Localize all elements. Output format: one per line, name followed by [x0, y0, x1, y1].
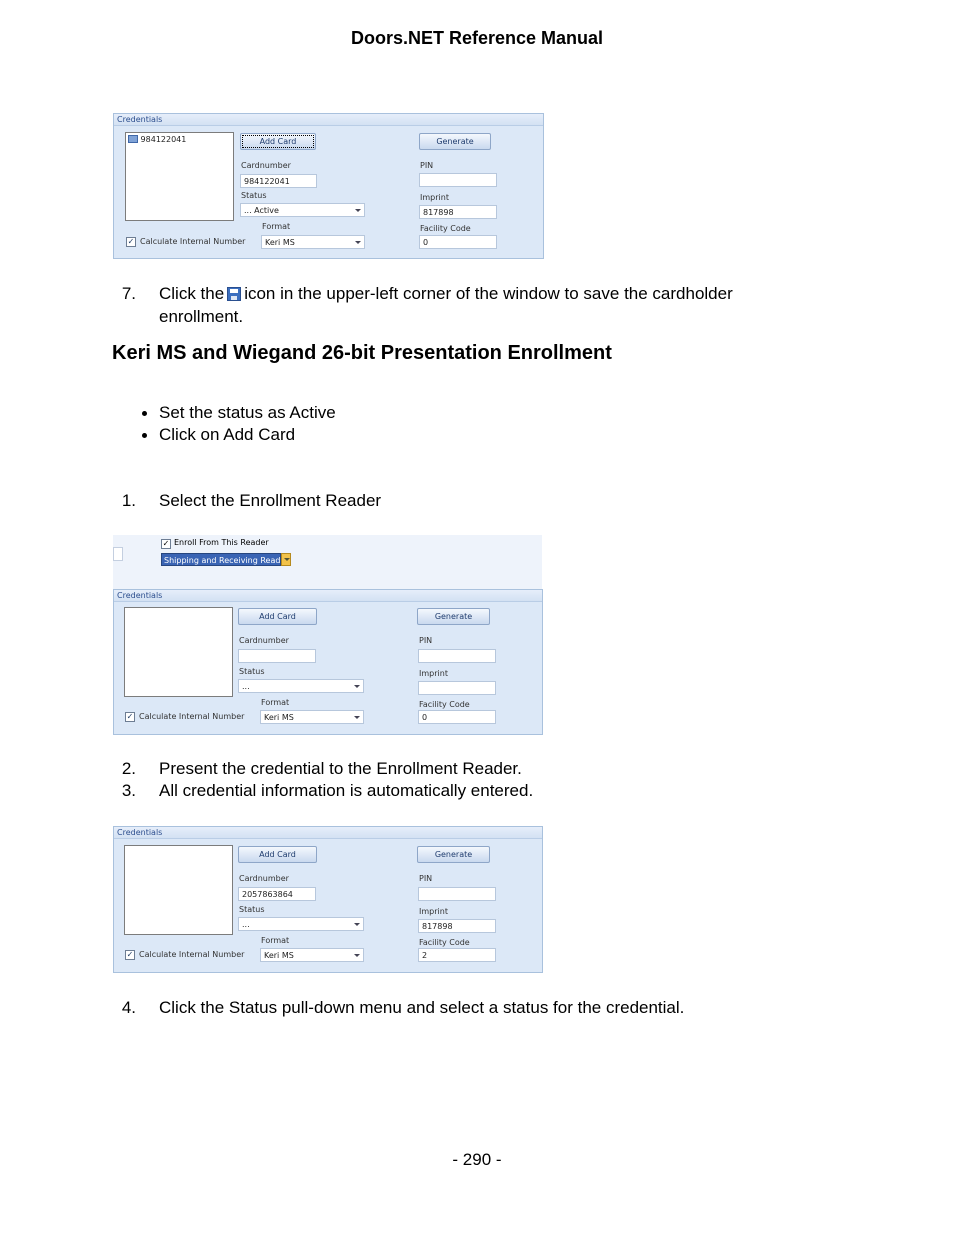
- status-dropdown[interactable]: [238, 917, 364, 931]
- credentials-panel-1: [113, 113, 544, 259]
- step-text: Select the Enrollment Reader: [159, 491, 382, 510]
- imprint-input[interactable]: [418, 681, 496, 695]
- calc-internal-checkbox[interactable]: ✓: [126, 712, 134, 721]
- chevron-down-icon: [354, 716, 360, 719]
- card-icon: [128, 135, 138, 143]
- format-label: Format: [262, 222, 291, 231]
- imprint-label: Imprint: [420, 193, 449, 202]
- step-number: 1.: [121, 491, 136, 510]
- side-checkbox[interactable]: [113, 547, 123, 561]
- facility-code-input[interactable]: 2: [418, 948, 496, 962]
- chevron-down-icon: [355, 241, 361, 244]
- manual-header-title: Doors.NET Reference Manual: [350, 28, 604, 48]
- bullet-item: [142, 425, 542, 447]
- cardnumber-input[interactable]: [238, 649, 316, 663]
- step-3: [112, 779, 912, 802]
- imprint-input[interactable]: 817898: [419, 205, 497, 219]
- pin-label: PIN: [419, 636, 433, 645]
- chevron-down-icon: [354, 685, 360, 688]
- generate-button[interactable]: Generate: [419, 133, 491, 150]
- calc-internal-label: Calculate Internal Number: [139, 712, 245, 721]
- step-text-part: icon in the upper-left corner of the window to save the cardholder: [244, 284, 733, 303]
- enrollment-reader-strip: [113, 535, 542, 589]
- step-7: [112, 282, 912, 330]
- step-number: 4.: [121, 998, 136, 1017]
- step-text: [159, 282, 733, 305]
- cardnumber-label: Cardnumber: [239, 874, 289, 883]
- facility-code-label: Facility Code: [419, 700, 470, 709]
- list-item[interactable]: [128, 135, 186, 144]
- status-value: ...: [242, 920, 250, 929]
- panel-title: Credentials: [117, 591, 163, 600]
- cardnumber-input[interactable]: 984122041: [240, 174, 317, 188]
- cardnumber-input[interactable]: 2057863864: [238, 887, 316, 901]
- chevron-down-icon: [284, 558, 290, 561]
- format-label: Format: [261, 698, 290, 707]
- bullet-text: Click on Add Card: [159, 425, 296, 444]
- bullet-item: [142, 403, 542, 425]
- bullet-dot: [142, 433, 147, 438]
- status-label: Status: [241, 191, 267, 200]
- page-number: - 290 -: [452, 1150, 502, 1169]
- enroll-from-reader-label: Enroll From This Reader: [174, 538, 269, 547]
- calc-internal-checkbox[interactable]: ✓: [126, 950, 134, 959]
- step-4: [112, 996, 912, 1019]
- status-value: ...: [242, 682, 250, 691]
- cardnumber-label: Cardnumber: [241, 161, 291, 170]
- credentials-panel-2: [113, 589, 543, 735]
- chevron-down-icon: [354, 954, 360, 957]
- imprint-label: Imprint: [419, 907, 448, 916]
- status-dropdown[interactable]: [238, 679, 364, 693]
- step-text-line2: enrollment.: [159, 307, 244, 326]
- chevron-down-icon: [355, 209, 361, 212]
- list-item-label: 984122041: [140, 135, 187, 144]
- format-value: Keri MS: [264, 951, 294, 960]
- format-value: Keri MS: [264, 713, 294, 722]
- format-label: Format: [261, 936, 290, 945]
- step-text: All credential information is automatically entered.: [159, 781, 534, 800]
- status-value: ... Active: [244, 206, 279, 215]
- step-number: 2.: [121, 759, 136, 778]
- enroll-from-reader-checkbox[interactable]: ✓: [162, 539, 170, 548]
- calc-internal-label: Calculate Internal Number: [139, 950, 245, 959]
- pin-input[interactable]: [418, 649, 496, 663]
- pin-input[interactable]: [419, 173, 497, 187]
- format-dropdown[interactable]: [261, 235, 365, 249]
- credentials-panel-3: [113, 826, 543, 973]
- facility-code-label: Facility Code: [419, 938, 470, 947]
- credentials-list[interactable]: [124, 607, 233, 697]
- facility-code-label: Facility Code: [420, 224, 471, 233]
- step-1: [112, 489, 912, 512]
- pin-label: PIN: [420, 161, 434, 170]
- reader-select-dropdown-button[interactable]: [281, 553, 291, 566]
- step-text: Click the Status pull-down menu and select a status for the credential.: [159, 998, 685, 1017]
- imprint-label: Imprint: [419, 669, 448, 678]
- status-label: Status: [239, 905, 265, 914]
- pin-label: PIN: [419, 874, 433, 883]
- bullet-dot: [142, 411, 147, 416]
- status-dropdown[interactable]: [240, 203, 365, 217]
- calc-internal-label: Calculate Internal Number: [140, 237, 246, 246]
- generate-button[interactable]: Generate: [417, 608, 490, 625]
- reader-select[interactable]: Shipping and Receiving Read: [161, 553, 281, 566]
- section-heading: Keri MS and Wiegand 26-bit Presentation Enrollment: [112, 342, 612, 364]
- step-text: Present the credential to the Enrollment Reader.: [159, 759, 522, 778]
- generate-button[interactable]: Generate: [417, 846, 490, 863]
- add-card-button[interactable]: Add Card: [238, 846, 317, 863]
- bullet-text: Set the status as Active: [159, 403, 336, 422]
- pin-input[interactable]: [418, 887, 496, 901]
- panel-titlebar: [114, 114, 543, 126]
- format-value: Keri MS: [265, 238, 295, 247]
- panel-title: Credentials: [117, 828, 163, 837]
- chevron-down-icon: [354, 923, 360, 926]
- step-number: 3.: [121, 781, 136, 800]
- step-2: [112, 757, 912, 780]
- add-card-button[interactable]: Add Card: [238, 608, 317, 625]
- calc-internal-checkbox[interactable]: ✓: [127, 237, 135, 246]
- step-text-part: Click the: [159, 284, 225, 303]
- panel-titlebar: [114, 590, 542, 602]
- save-icon: [227, 287, 241, 301]
- credentials-list[interactable]: [125, 132, 234, 221]
- step-number: 7.: [121, 284, 136, 303]
- format-dropdown[interactable]: [260, 710, 364, 724]
- facility-code-input[interactable]: 0: [419, 235, 497, 249]
- format-dropdown[interactable]: [260, 948, 364, 962]
- facility-code-input[interactable]: 0: [418, 710, 496, 724]
- cardnumber-label: Cardnumber: [239, 636, 289, 645]
- credentials-list[interactable]: [124, 845, 233, 935]
- imprint-input[interactable]: 817898: [418, 919, 496, 933]
- status-label: Status: [239, 667, 265, 676]
- panel-titlebar: [114, 827, 542, 839]
- panel-title: Credentials: [117, 115, 163, 124]
- add-card-button[interactable]: Add Card: [240, 133, 316, 150]
